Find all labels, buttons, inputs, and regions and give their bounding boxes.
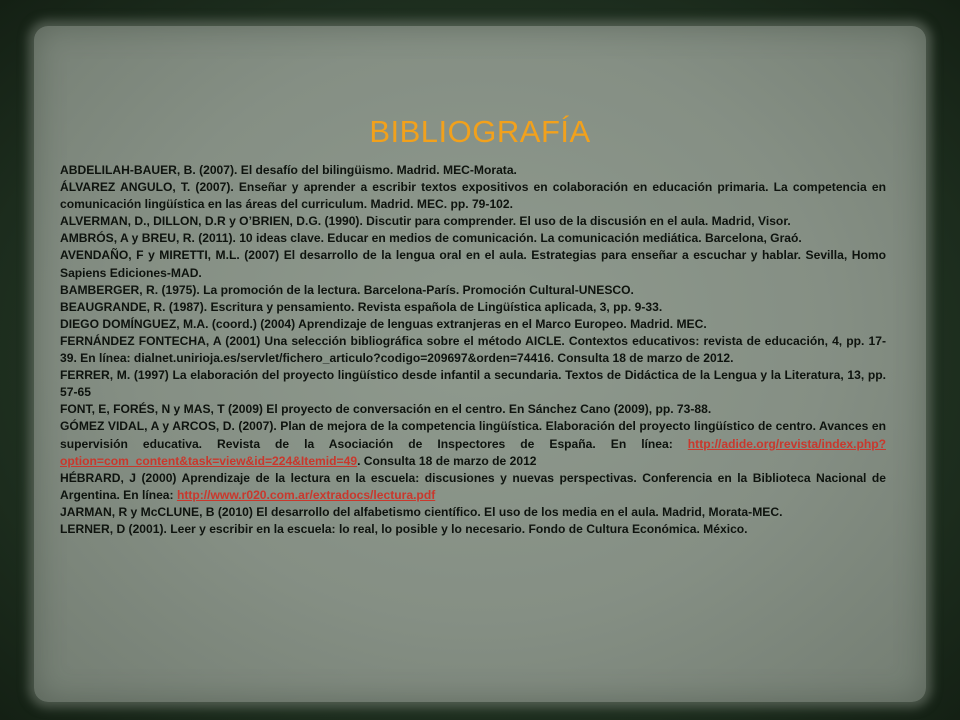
bibliography-entry (60, 367, 886, 401)
entry-text: AVENDAÑO, F y MIRETTI, M.L. (2007) El desarrollo de la lengua oral en el aula. Estrategias para enseñar a escuchar y hablar. Sevilla, Homo Sapiens Ediciones-MAD. (60, 248, 886, 280)
bibliography-entry (60, 179, 886, 213)
bibliography-entry (60, 162, 886, 179)
bibliography-entry (60, 521, 886, 538)
entry-text: LERNER, D (2001). Leer y escribir en la escuela: lo real, lo posible y lo necesario. Fondo de Cultura Económica. México. (60, 521, 748, 536)
bibliography-entry (60, 470, 886, 504)
entry-text: AMBRÓS, A y BREU, R. (2011). 10 ideas clave. Educar en medios de comunicación. La comunicación mediática. Barcelona, Graó. (60, 231, 802, 246)
bibliography-entry (60, 213, 886, 230)
entry-text: FERNÁNDEZ FONTECHA, A (2001) Una selección bibliográfica sobre el método AICLE. Contextos educativos: revista de educación, 4, pp. 17-39. En línea: dialnet.unirioja.es/servlet/fichero_articulo?codigo=209697&orden=74416. Consulta 18 de marzo de 2012. (60, 333, 886, 366)
entry-text: BAMBERGER, R. (1975). La promoción de la lectura. Barcelona-París. Promoción Cultural-UNESCO. (60, 282, 634, 297)
bibliography-entry (60, 333, 886, 367)
bibliography-entry (60, 401, 886, 418)
entry-text: FONT, E, FORÉS, N y MAS, T (2009) El proyecto de conversación en el centro. En Sánchez Cano (2009), pp. 73-88. (60, 402, 712, 417)
bibliography-entry (60, 230, 886, 247)
bibliography-entry (60, 418, 886, 469)
bibliography-entry (60, 282, 886, 299)
entry-text: DIEGO DOMÍNGUEZ, M.A. (coord.) (2004) Aprendizaje de lenguas extranjeras en el Marco Europeo. Madrid. MEC. (60, 316, 707, 331)
bibliography-entry (60, 504, 886, 521)
entry-text: HÉBRARD, J (2000) Aprendizaje de la lectura en la escuela: discusiones y nuevas perspectivas. Conferencia en la Biblioteca Nacional de Argentina. En línea: (60, 470, 886, 502)
entry-text: ÁLVAREZ ANGULO, T. (2007). Enseñar y aprender a escribir textos expositivos en colaboración en educación primaria. La competencia en comunicación lingüística en las áreas del curriculum. Madrid. MEC. pp. 79-102. (60, 180, 886, 212)
entry-link[interactable]: http://www.r020.com.ar/extradocs/lectura.pdf (176, 487, 436, 502)
entry-text: ALVERMAN, D., DILLON, D.R y O’BRIEN, D.G. (1990). Discutir para comprender. El uso de la discusión en el aula. Madrid, Visor. (60, 214, 791, 229)
bibliography-entry (60, 247, 886, 281)
slide-title: BIBLIOGRAFÍA (369, 114, 591, 149)
entry-text: GÓMEZ VIDAL, A y ARCOS, D. (2007). Plan de mejora de la competencia lingüística. Elaboración del proyecto lingüístico de centro. Avances en supervisión educativa. Revista de la Asociación de Inspectores de España. En línea: (60, 419, 886, 451)
entry-text: ABDELILAH-BAUER, B. (2007). El desafío del bilingüismo. Madrid. MEC-Morata. (60, 163, 517, 177)
entry-text-after: . Consulta 18 de marzo de 2012 (357, 453, 537, 468)
entry-text: JARMAN, R y McCLUNE, B (2010) El desarrollo del alfabetismo científico. El uso de los media en el aula. Madrid, Morata-MEC. (60, 504, 783, 519)
entry-text: FERRER, M. (1997) La elaboración del proyecto lingüístico desde infantil a secundaria. Textos de Didáctica de la Lengua y la Literatura, 13, pp. 57-65 (60, 368, 886, 400)
entry-link[interactable]: http://adide.org/revista/index.php?option=com_content&task=view&id=224&Itemid=49 (60, 436, 886, 468)
bibliography-entry (60, 316, 886, 333)
entry-text: BEAUGRANDE, R. (1987). Escritura y pensamiento. Revista española de Lingüística aplicada, 3, pp. 9-33. (60, 299, 663, 314)
bibliography-list (60, 162, 886, 538)
bibliography-entry (60, 299, 886, 316)
